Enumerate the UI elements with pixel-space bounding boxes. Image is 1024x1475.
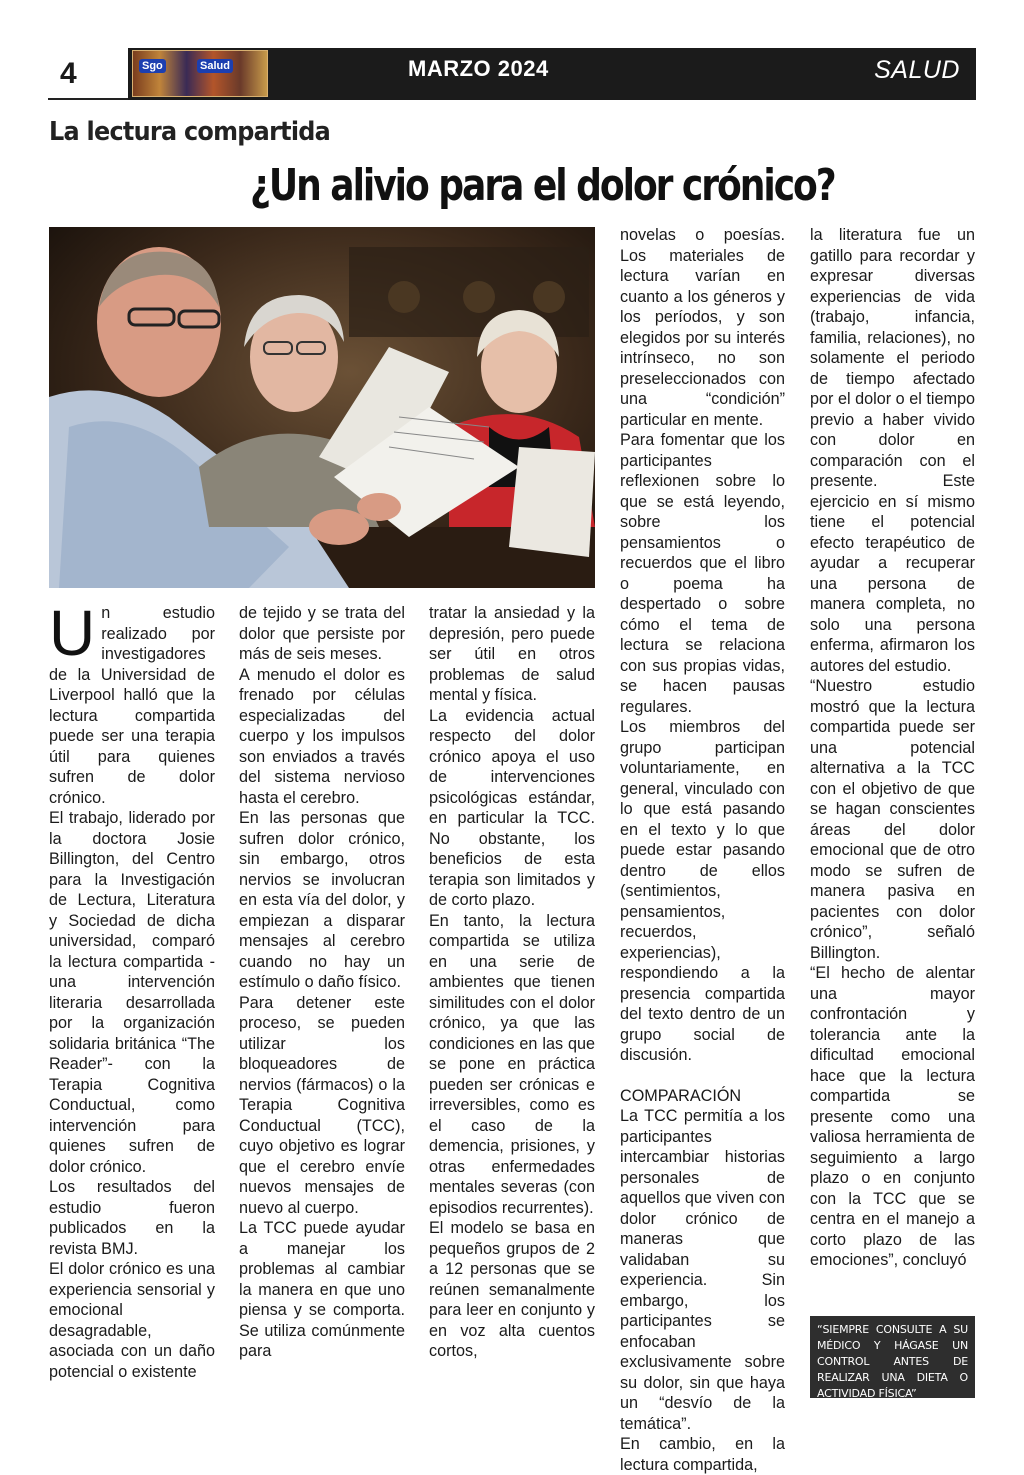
paragraph: “El hecho de alentar una mayor confrontación y tolerancia ante la dificultad emocional hace que la lectura compartida se presente como una valiosa herramienta de seguimiento a largo plazo o en conjunto con la TCC que se centra en el manejo a corto plazo de las emociones”, concluyó <box>810 964 975 1269</box>
paragraph-text: n estudio realizado por investigadores de la Universidad de Liverpool halló que la lectura compartida puede ser una terapia útil para quienes sufren de dolor crónico. <box>49 604 215 807</box>
paragraph: novelas o poesías. Los materiales de lectura varían en cuanto a los géneros y los períodos, y son elegidos por su interés intrínseco, no son preseleccionados con una “condición” particular en mente. <box>620 226 785 429</box>
paragraph: Para fomentar que los participantes reflexionen sobre lo que se está leyendo, sobre los pensamientos o recuerdos que el libro o poema ha despertado o sobre cómo el tema de lectura se relaciona con sus propias vidas, se hacen pausas regulares. <box>620 431 785 716</box>
article-kicker: La lectura compartida <box>49 117 331 147</box>
drop-cap: U <box>49 597 96 669</box>
paragraph: Para detener este proceso, se pueden utilizar los bloqueadores de nervios (fármacos) o la Terapia Cognitiva Conductual (TCC), cuyo objetivo es lograr que el cerebro envíe nuevos mensajes de nuevo al cuerpo. <box>239 993 405 1217</box>
article-title: ¿Un alivio para el dolor crónico? <box>250 160 835 211</box>
paragraph: la literatura fue un gatillo para recordar y expresar diversas experiencias de vida (trabajo, infancia, familia, relaciones), no solamente el periodo de tiempo afectado por el dolor o el tiempo previo a haber vivido con dolor en comparación con el presente. Este ejercicio en sí mismo tiene el potencial efecto terapéutico de ayudar a recuperar una persona de manera completa, no solo una persona enferma, afirmaron los autores del estudio. <box>810 226 975 675</box>
paragraph: La TCC puede ayudar a manejar los problemas al cambiar la manera en que uno piensa y se comporta. Se utiliza comúnmente para <box>239 1219 405 1360</box>
article-column-5 <box>810 225 975 1271</box>
paragraph: La TCC permitía a los participantes intercambiar historias personales de aquellos que viven con dolor crónico de maneras que validaban su experiencia. Sin embargo, los participantes se enfocaban exclusivamente sobre su dolor, sin que haya un “desvío de la temática”. <box>620 1107 785 1433</box>
article-column-4 <box>620 225 785 1475</box>
paragraph: La evidencia actual respecto del dolor crónico apoya el uso de intervenciones psicológicas estándar, en particular la TCC. No obstante, los beneficios de esta terapia son limitados y de corto plazo. <box>429 706 595 909</box>
article-photo <box>49 227 595 588</box>
paragraph: En las personas que sufren dolor crónico, sin embargo, otros nervios se involucran en esta vía del dolor, y empiezan a disparar mensajes al cerebro cuando no hay un estímulo o daño físico. <box>239 809 405 991</box>
paragraph: En tanto, la lectura compartida se utiliza en una serie de ambientes que tienen similitudes con el dolor crónico, ya que las condiciones en las que se pone en práctica pueden ser crónicas e irreversibles, como es el caso de la demencia, prisiones, y otras enfermedades mentales severas (con episodios recurrentes). <box>429 911 595 1217</box>
article-column-2 <box>239 603 405 1362</box>
issue-date: MARZO 2024 <box>408 56 549 81</box>
section-name: SALUD <box>874 56 960 84</box>
paragraph: En cambio, en la lectura compartida, <box>620 1435 785 1474</box>
logo-text-right: Salud <box>197 59 233 73</box>
newspaper-logo <box>132 50 268 97</box>
paragraph: El modelo se basa en pequeños grupos de 2 a 12 personas que se reúnen semanalmente para leer en conjunto y en voz alta cuentos cortos, <box>429 1219 595 1360</box>
paragraph: A menudo el dolor es frenado por células especializadas del cuerpo y los impulsos son enviados a través del sistema nervioso hasta el cerebro. <box>239 665 405 807</box>
article-column-1 <box>49 597 215 1382</box>
paragraph: Los resultados del estudio fueron publicados en la revista BMJ. <box>49 1178 215 1258</box>
page-header <box>48 48 976 100</box>
paragraph: tratar la ansiedad y la depresión, pero puede ser útil en otros problemas de salud mental y física. <box>429 604 595 704</box>
paragraph: “Nuestro estudio mostró que la lectura compartida puede ser una potencial alternativa a la TCC con el objetivo de que se hagan conscientes áreas del dolor emocional que de otro modo se sufren de manera pasiva en pacientes con dolor crónico”, señaló Billington. <box>810 677 975 962</box>
section-subhead: COMPARACIÓN <box>620 1086 742 1105</box>
reading-group-photo <box>49 227 595 588</box>
paragraph: El trabajo, liderado por la doctora Josie Billington, del Centro para la Investigación de Lectura, Literatura y Sociedad de dicha universidad, comparó la lectura compartida -una intervención literaria desarrollada por la organización solidaria británica “The Reader”- con la Terapia Cognitiva Conductual, como intervención para quienes sufren de dolor crónico. <box>49 809 215 1176</box>
page-number: 4 <box>48 48 128 100</box>
paragraph <box>49 597 215 808</box>
paragraph: de tejido y se trata del dolor que persiste por más de seis meses. <box>239 604 405 663</box>
logo-text-left: Sgo <box>139 59 166 73</box>
paragraph: Los miembros del grupo participan voluntariamente, en general, vinculado con lo que está pasando en el texto y lo que puede estar pasando dentro de ellos (sentimientos, pensamientos, recuerdos, experiencias), respondiendo a la presencia compartida del texto dentro de un grupo social de discusión. <box>620 718 785 1064</box>
article-column-3 <box>429 603 595 1362</box>
health-advice-box: “SIEMPRE CONSULTE A SU MÉDICO Y HÁGASE UN CONTROL ANTES DE REALIZAR UNA DIETA O ACTIVIDAD FÍSICA” <box>810 1316 975 1398</box>
paragraph: El dolor crónico es una experiencia sensorial y emocional desagradable, asociada con un daño potencial o existente <box>49 1260 215 1381</box>
